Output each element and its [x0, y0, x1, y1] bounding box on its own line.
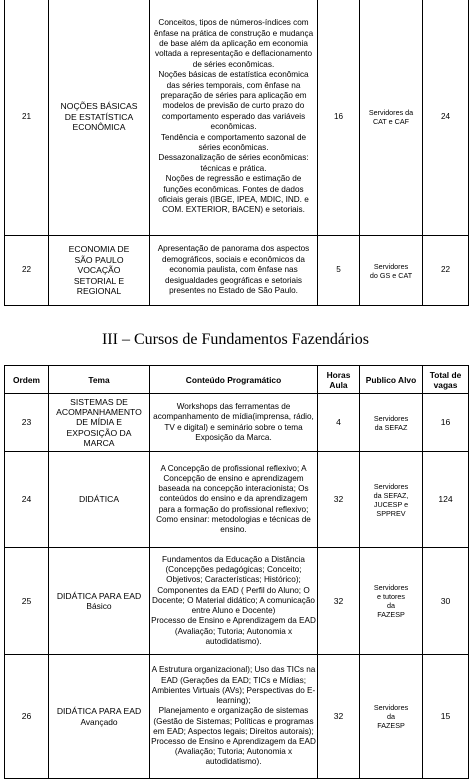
ordem-cell: 24 [5, 452, 49, 548]
tema-line: MARCA [83, 437, 115, 448]
conteudo-paragraph: Processo de Ensino e Aprendizagem da EAD (Avaliação; Tutoria; Autonomia x autodidatismo). [151, 736, 316, 767]
horas-cell: 5 [318, 236, 360, 306]
vagas-cell: 22 [423, 236, 469, 306]
ordem-cell: 25 [5, 548, 49, 655]
conteudo-cell [150, 394, 318, 452]
header-conteudo: Conteúdo Programático [150, 366, 318, 394]
conteudo-paragraph: Componentes da EAD ( Perfil do Aluno; O Docente; O Material didático; A comunicação entre Aluno e Docente) [152, 585, 315, 616]
tema-level: Avançado [80, 716, 118, 727]
vagas-cell: 16 [423, 394, 469, 452]
conteudo-paragraph: Fundamentos da Educação a Distância (Concepções pedagógicas; Conceito; Objetivos; Características; Histórico); [162, 555, 305, 585]
publico-cell [360, 236, 423, 306]
horas-cell: 32 [318, 655, 360, 779]
publico-line: CAT e CAF [372, 117, 410, 126]
conteudo-cell [150, 548, 318, 655]
horas-cell: 16 [318, 0, 360, 236]
publico-line: Servidores [373, 703, 409, 712]
table-row [5, 394, 469, 452]
ordem-cell: 21 [5, 0, 49, 236]
conteudo-paragraph: Apresentação de panorama dos aspectos demográficos, sociais e econômicos da economia paulista, com ênfase nas desigualdades geográficas e setoriais presentes no Estado de São Paulo. [157, 244, 310, 296]
section-title: III – Cursos de Fundamentos Fazendários [101, 331, 370, 348]
conteudo-paragraph: A Estrutura organizacional); Uso das TICs na EAD (Gerações da EAD; TICs e Mídias; Ambientes Virtuais (AVs); Perspectivas do E-learning); [151, 665, 316, 706]
vagas-cell: 124 [423, 452, 469, 548]
publico-line: Servidores [373, 583, 409, 592]
publico-cell [360, 452, 423, 548]
conteudo-paragraph: Noções básicas de estatística econômica das séries temporais, com ênfase na preparação de séries para aplicação em modelos de previsão de curto prazo do comportamento esperado das variáveis econômicas. [158, 70, 309, 132]
header-vagas: Total de vagas [423, 366, 469, 394]
table-row [5, 236, 469, 306]
publico-cell [360, 0, 423, 236]
publico-line: da [387, 712, 395, 721]
tema-line: ECONÔMICA [72, 122, 126, 133]
tema-cell [49, 548, 150, 655]
tema-cell [49, 0, 150, 236]
vagas-cell: 30 [423, 548, 469, 655]
header-publico: Publico Alvo [360, 366, 423, 394]
publico-cell [360, 548, 423, 655]
ordem-cell: 22 [5, 236, 49, 306]
header-row [5, 366, 469, 394]
continuation-table [4, 0, 469, 306]
conteudo-paragraph: Tendência e comportamento sazonal de séries econômicas. [160, 132, 307, 153]
header-tema: Tema [49, 366, 150, 394]
conteudo-cell [150, 0, 318, 236]
tema-line: NOÇÕES BÁSICAS [60, 101, 138, 112]
tema-line: SETORIAL E [73, 275, 125, 286]
publico-line: Servidores [373, 261, 409, 271]
tema-line: ECONOMIA DE [68, 244, 130, 255]
conteudo-paragraph: Processo de Ensino e Aprendizagem da EAD (Avaliação; Tutoria; Autonomia x autodidatismo). [151, 616, 316, 646]
publico-line: SPPREV [376, 508, 406, 518]
tema-line: ACOMPANHAMENTO [56, 407, 142, 418]
header-ordem: Ordem [5, 366, 49, 394]
vagas-cell: 24 [423, 0, 469, 236]
conteudo-cell [150, 452, 318, 548]
publico-line: FAZESP [377, 610, 405, 619]
publico-line: da [387, 601, 395, 610]
tema-line: DIDÁTICA PARA EAD [56, 590, 142, 601]
tema-line: DIDÁTICA PARA EAD [56, 706, 142, 717]
conteudo-cell [150, 236, 318, 306]
conteudo-paragraph: Noções de regressão e estimação de funções econômicas. Fontes de dados oficiais gerais (IBGE, IPEA, MDIC, IND. e COM. EXTERIOR, BACEN) e setoriais. [158, 174, 309, 215]
publico-line: Servidores [373, 413, 409, 423]
conteudo-paragraph: Dessazonalização de séries econômicas: técnicas e prática. [158, 153, 309, 173]
publico-line: Servidores da [368, 108, 414, 117]
tema-line: DE MÍDIA E [76, 417, 122, 428]
publico-line: Servidores [373, 481, 409, 491]
horas-cell: 4 [318, 394, 360, 452]
ordem-cell: 26 [5, 655, 49, 779]
tema-cell [49, 236, 150, 306]
tema-cell [49, 452, 150, 548]
horas-cell: 32 [318, 548, 360, 655]
vagas-cell: 15 [423, 655, 469, 779]
publico-line: FAZESP [377, 721, 405, 730]
tema-line: VOCAÇÃO [77, 265, 121, 276]
horas-cell: 32 [318, 452, 360, 548]
publico-cell [360, 394, 423, 452]
tema-line: EXPOSIÇÃO DA [66, 427, 132, 438]
tema-level: Básico [86, 601, 112, 611]
publico-line: JUCESP e [373, 499, 409, 509]
publico-line: da SEFAZ [374, 422, 408, 432]
conteudo-paragraph: Planejamento e organização de sistemas (Gestão de Sistemas; Políticas e programas em EAD; Aspectos legais; Direitos autorais); [153, 706, 314, 736]
tema-line: SISTEMAS DE [70, 396, 128, 407]
conteudo-cell [150, 655, 318, 779]
tema-line: REGIONAL [76, 286, 122, 297]
publico-line: do GS e CAT [369, 270, 413, 280]
table-row [5, 655, 469, 779]
courses-table [4, 365, 469, 779]
tema-cell [49, 655, 150, 779]
tema-line: DE ESTATÍSTICA [64, 111, 134, 122]
ordem-cell: 23 [5, 394, 49, 452]
publico-line: e tutores [377, 592, 405, 601]
table-row [5, 452, 469, 548]
publico-line: da SEFAZ, [373, 490, 409, 500]
table-row [5, 548, 469, 655]
conteudo-paragraph: Workshops das ferramentas de acompanhamento de mídia(imprensa, rádio, TV e digital) e seminário sobre o tema Exposição da Marca. [153, 402, 314, 442]
publico-cell [360, 655, 423, 779]
header-horas: Horas Aula [318, 366, 360, 394]
tema-line: DIDÁTICA [78, 494, 120, 505]
conteudo-paragraph: Conceitos, tipos de números-índices com ênfase na prática de construção e mudança de base além da aplicação em economia voltada a representação e deflacionamento de séries econômicas. [153, 18, 314, 69]
table-row [5, 0, 469, 236]
tema-cell [49, 394, 150, 452]
tema-line: SÃO PAULO [74, 254, 124, 265]
conteudo-paragraph: A Concepção de profissional reflexivo; A Concepção de ensino e aprendizagem baseada na concepção interacionista; Os conteúdos do ensino e da aprendizagem para a formação do profissional reflexivo; Como ensinar: metodologias e técnicas de ensino. [156, 463, 311, 534]
